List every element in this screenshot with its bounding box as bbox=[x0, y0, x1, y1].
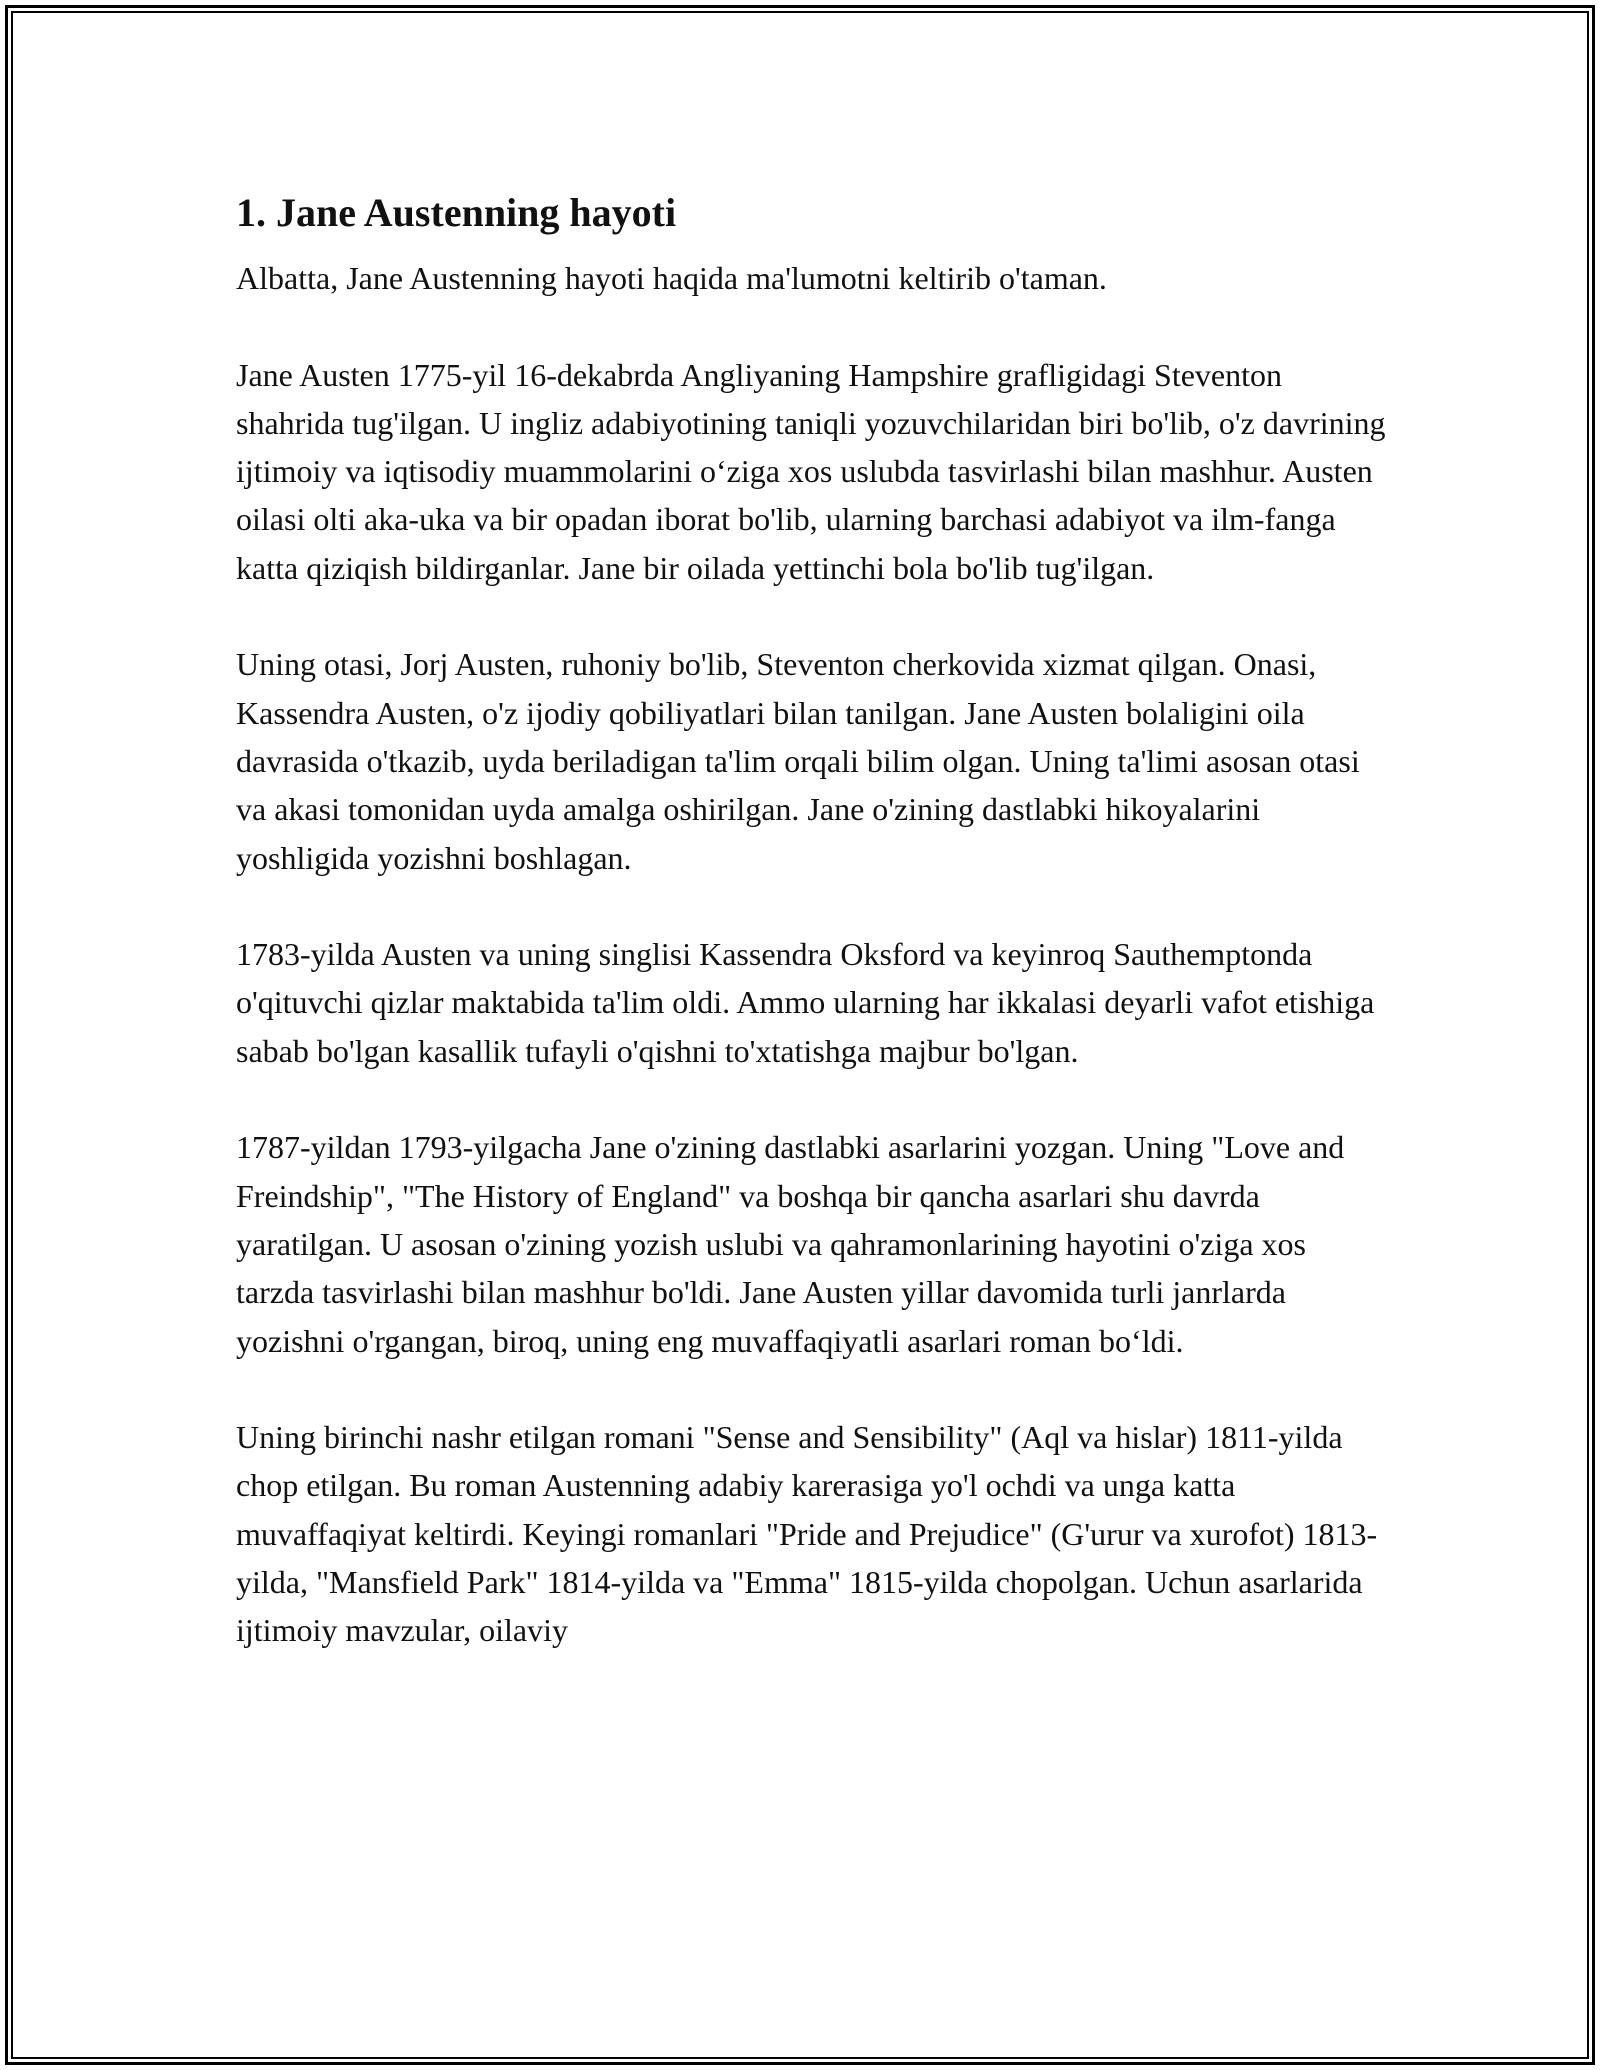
intro-paragraph: Albatta, Jane Austenning hayoti haqida ma'lumotni keltirib o'taman. bbox=[236, 260, 1107, 296]
document-body bbox=[236, 180, 1386, 1703]
family-paragraph: Uning otasi, Jorj Austen, ruhoniy bo'lib, Steventon cherkovida xizmat qilgan. Onasi, Kassendra Austen, o'z ijodiy qobiliyatlari bilan tanilgan. Jane Austen bolaligini oila davrasida o'tkazib, uyda beriladigan ta'lim orqali bilim olgan. Uning ta'limi asosan otasi va akasi tomonidan uyda amalga oshirilgan. Jane o'zining dastlabki hikoyalarini yoshligida yozishni boshlagan. bbox=[236, 646, 1360, 876]
education-paragraph: 1783-yilda Austen va uning singlisi Kassendra Oksford va keyinroq Sauthemptonda o'qituvchi qizlar maktabida ta'lim oldi. Ammo ularning har ikkalasi deyarli vafot etishiga sabab bo'lgan kasallik tufayli o'qishni to'xtatishga majbur bo'lgan. bbox=[236, 936, 1375, 1069]
novels-paragraph: Uning birinchi nashr etilgan romani "Sense and Sensibility" (Aql va hislar) 1811-yilda chop etilgan. Bu roman Austenning adabiy karerasiga yo'l ochdi va unga katta muvaffaqiyat keltirdi. Keyingi romanlari "Pride and Prejudice" (G'urur va xurofot) 1813-yilda, "Mansfield Park" 1814-yilda va "Emma" 1815-yilda chopolgan. Uchun asarlarida ijtimoiy mavzular, oilaviy bbox=[236, 1419, 1378, 1649]
birth-paragraph: Jane Austen 1775-yil 16-dekabrda Angliyaning Hampshire grafligidagi Steventon shahrida tug'ilgan. U ingliz adabiyotining taniqli yozuvchilaridan biri bo'lib, o'z davrining ijtimoiy va iqtisodiy muammolarini o‘ziga xos uslubda tasvirlashi bilan mashhur. Austen oilasi olti aka-uka va bir opadan iborat bo'lib, ularning barchasi adabiyot va ilm-fanga katta qiziqish bildirganlar. Jane bir oilada yettinchi bola bo'lib tug'ilgan. bbox=[236, 356, 1386, 586]
section-heading: 1. Jane Austenning hayoti bbox=[236, 190, 677, 235]
early-works-paragraph: 1787-yildan 1793-yilgacha Jane o'zining dastlabki asarlarini yozgan. Uning "Love and Freindship", "The History of England" va boshqa bir qancha asarlari shu davrda yaratilgan. U asosan o'zining yozish uslubi va qahramonlarining hayotini o'ziga xos tarzda tasvirlashi bilan mashhur bo'ldi. Jane Austen yillar davomida turli janrlarda yozishni o'rgangan, biroq, uning eng muvaffaqiyatli asarlari roman bo‘ldi. bbox=[236, 1129, 1345, 1359]
